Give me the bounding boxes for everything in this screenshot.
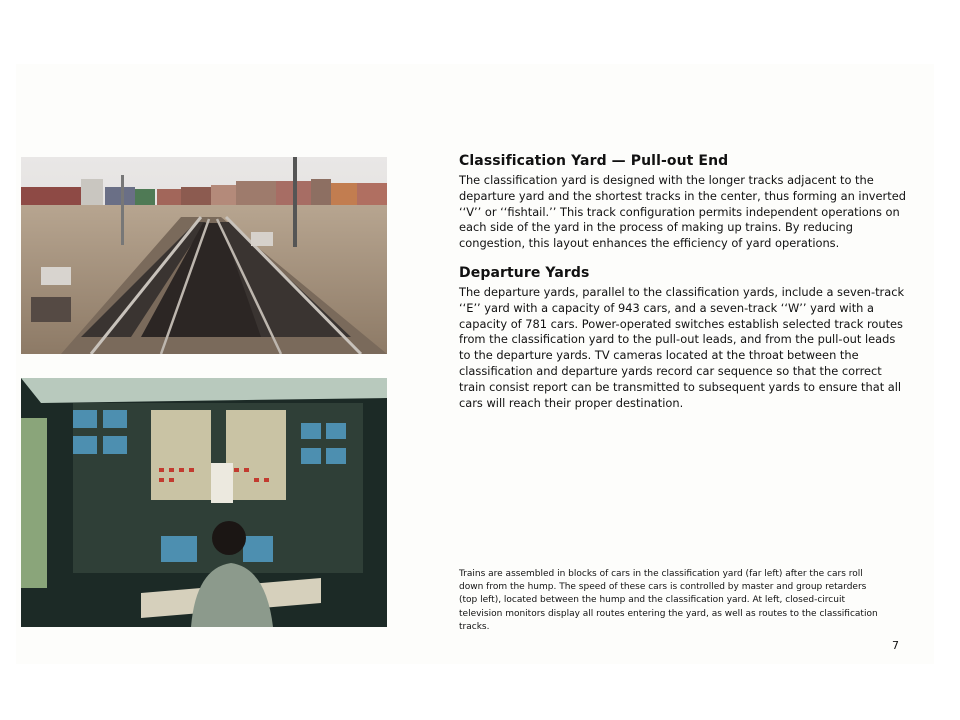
rail-yard-retarders-photo: [21, 157, 387, 354]
page-number: 7: [892, 639, 899, 652]
departure-yards-section: [459, 265, 909, 411]
classification-yard-section: [459, 153, 909, 252]
classification-yard-heading: Classification Yard — Pull-out End: [459, 153, 729, 169]
control-room-monitors-photo: [21, 378, 387, 627]
departure-yards-heading: Departure Yards: [459, 265, 590, 281]
classification-yard-body: The classification yard is designed with the longer tracks adjacent to the departure yard and the shortest tracks in the center, thus forming an inverted ‘‘V’’ or ‘‘fishtail.’’ This track configuration permits independent operations on each side of the yard in the process of making up trains. By reducing congestion, this layout enhances the efficiency of yard operations.: [459, 173, 906, 251]
photo-caption: Trains are assembled in blocks of cars in the classification yard (far left) after the cars roll down from the hump. The speed of these cars is controlled by master and group retarders (top left), located between the hump and the classification yard. At left, closed-circuit television monitors display all routes entering the yard, as well as routes to the classification tracks.: [459, 569, 878, 632]
departure-yards-body: The departure yards, parallel to the classification yards, include a seven-track ‘‘E’’ yard with a capacity of 943 cars, and a seven-track ‘‘W’’ yard with a capacity of 781 cars. Power-operated switches establish selected track routes from the classification yard to the pull-out leads, and from the pull-out leads to the departure yards. TV cameras located at the throat between the classification and departure yards record car sequence so that the correct train consist report can be transmitted to subsequent yards to ensure that all cars will reach their proper destination.: [459, 285, 905, 410]
